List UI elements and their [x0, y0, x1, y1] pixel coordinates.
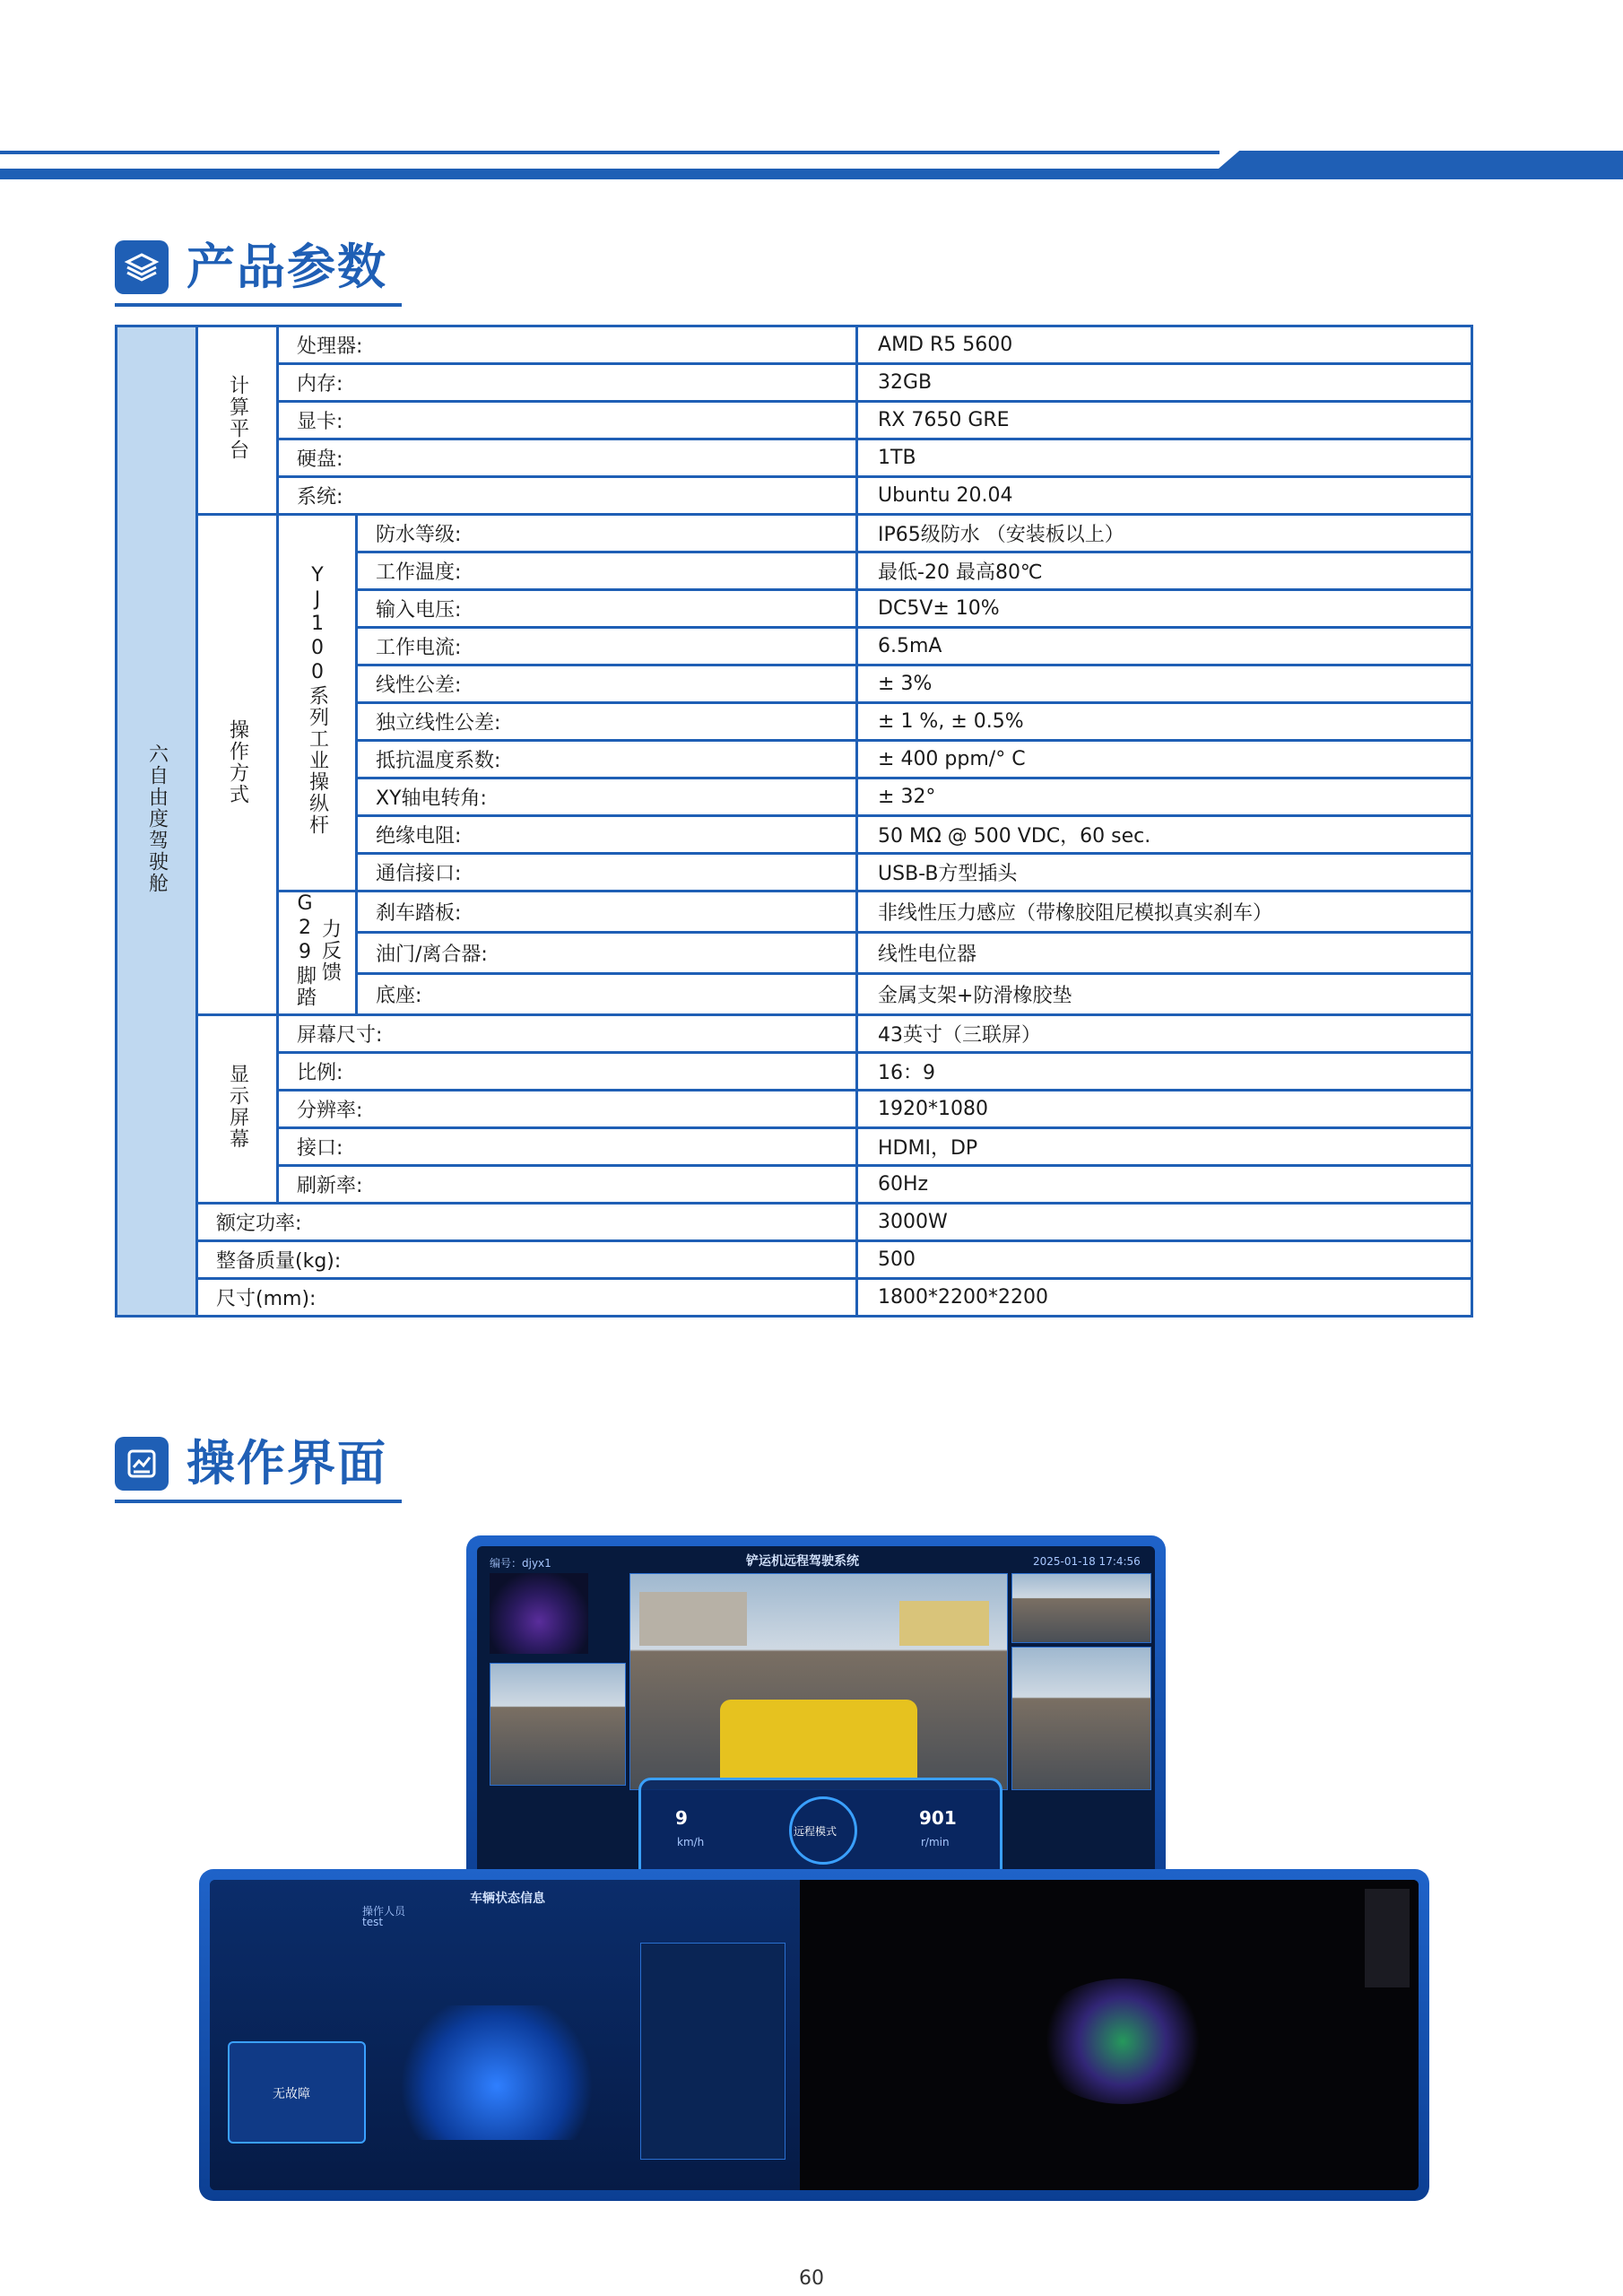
spec-label: 刷新率: [278, 1166, 857, 1204]
params-heading [115, 240, 387, 294]
chart-board-icon [115, 1437, 169, 1491]
spec-label: 抵抗温度系数: [357, 741, 857, 778]
right-camera-view [1011, 1647, 1151, 1790]
table-row [117, 477, 1472, 515]
spec-value: 16：9 [857, 1053, 1472, 1091]
page-number: 60 [799, 2267, 824, 2290]
spec-value: 1TB [857, 439, 1472, 477]
spec-label: 比例: [278, 1053, 857, 1091]
spec-value: ± 1 %, ± 0.5% [857, 703, 1472, 741]
category-label: 力反馈 [318, 918, 342, 983]
table-row [117, 1015, 1472, 1053]
spec-value: 60Hz [857, 1166, 1472, 1204]
top-screen-title: 铲运机远程驾驶系统 [746, 1554, 859, 1569]
category-label: YJ100系列工业操纵杆 [306, 564, 329, 836]
spec-label: 系统: [278, 477, 857, 515]
top-screen [477, 1546, 1155, 1883]
spec-label: 独立线性公差: [357, 703, 857, 741]
spec-label: 线性公差: [357, 665, 857, 703]
status-title: 车辆状态信息 [470, 1892, 545, 1906]
params-title: 产品参数 [187, 239, 387, 295]
table-row [117, 1279, 1472, 1317]
front-camera-view [629, 1573, 1008, 1790]
category-cell-main [117, 326, 197, 1317]
fault-label: 无故障 [273, 2087, 310, 2101]
top-screenshot [466, 1535, 1166, 1894]
category-cell-joystick [278, 515, 357, 891]
spec-label: 接口: [278, 1128, 857, 1166]
category-cell-compute [197, 326, 278, 515]
spec-value: IP65级防水 （安装板以上） [857, 515, 1472, 552]
spec-label: 油门/离合器: [357, 933, 857, 974]
spec-label: 额定功率: [197, 1204, 857, 1241]
spec-label: 尺寸(mm): [197, 1279, 857, 1317]
spec-value: ± 3% [857, 665, 1472, 703]
spec-value: 非线性压力感应（带橡胶阻尼模拟真实刹车） [857, 891, 1472, 933]
spec-value: 43英寸（三联屏） [857, 1015, 1472, 1053]
operator-label: 操作人员 [362, 1905, 406, 1918]
spec-value: 1920*1080 [857, 1091, 1472, 1128]
spec-value: ± 32° [857, 778, 1472, 816]
spec-label: 工作电流: [357, 628, 857, 665]
table-row [117, 1053, 1472, 1091]
spec-value: USB-B方型插头 [857, 854, 1472, 891]
table-row [117, 364, 1472, 402]
spec-label: 工作温度: [357, 552, 857, 590]
sensor-panel [640, 1943, 785, 2160]
spec-label: 底座: [357, 974, 857, 1015]
table-row [117, 1091, 1472, 1128]
spec-value: DC5V± 10% [857, 590, 1472, 628]
table-row [117, 1241, 1472, 1279]
spec-value: 32GB [857, 364, 1472, 402]
lidar-point-cloud [1033, 1979, 1212, 2104]
datetime: 2025-01-18 17:4:56 [1033, 1555, 1141, 1568]
rpm-value: 901 [919, 1807, 957, 1829]
header-wedge [1206, 151, 1623, 179]
bottom-screen [210, 1880, 1419, 2190]
spec-label: 屏幕尺寸: [278, 1015, 857, 1053]
category-cell-operate [197, 515, 278, 1015]
params-underline [115, 303, 402, 307]
vehicle-model [398, 2005, 595, 2140]
category-label: 六自由度驾驶舱 [145, 743, 169, 894]
category-label: 显示屏幕 [226, 1063, 249, 1150]
table-row [117, 1128, 1472, 1166]
spec-value: 6.5mA [857, 628, 1472, 665]
spec-label: 绝缘电阻: [357, 816, 857, 854]
table-row [117, 1204, 1472, 1241]
spec-value: ± 400 ppm/° C [857, 741, 1472, 778]
category-label: 操作方式 [226, 718, 249, 805]
lidar-menu [1365, 1889, 1410, 1987]
spec-value: 50 MΩ @ 500 VDC，60 sec. [857, 816, 1472, 854]
mode-label: 远程模式 [794, 1825, 838, 1838]
spec-label: 显卡: [278, 402, 857, 439]
operator-value: test [362, 1916, 384, 1928]
spec-label: 处理器: [278, 326, 857, 364]
spec-value: RX 7650 GRE [857, 402, 1472, 439]
spec-value: 线性电位器 [857, 933, 1472, 974]
spec-value: 最低-20 最高80℃ [857, 552, 1472, 590]
category-label: G29脚踏 [293, 892, 317, 1008]
category-label: 计算平台 [226, 374, 249, 461]
dashboard-gauge [638, 1778, 1002, 1882]
spec-table [115, 325, 1473, 1318]
ui-title: 操作界面 [187, 1435, 387, 1492]
spec-value: 金属支架+防滑橡胶垫 [857, 974, 1472, 1015]
table-row [117, 402, 1472, 439]
spec-label: XY轴电转角: [357, 778, 857, 816]
layers-icon [115, 240, 169, 294]
table-row [117, 515, 1472, 552]
header-line [0, 151, 1219, 154]
spec-value: AMD R5 5600 [857, 326, 1472, 364]
lidar-panel [800, 1880, 1419, 2190]
bottom-screenshot [199, 1869, 1429, 2201]
spec-label: 硬盘: [278, 439, 857, 477]
spec-label: 输入电压: [357, 590, 857, 628]
table-row [117, 439, 1472, 477]
table-row [117, 1166, 1472, 1204]
spec-value: 500 [857, 1241, 1472, 1279]
spec-label: 内存: [278, 364, 857, 402]
vehicle-id: 编号：djyx1 [490, 1557, 551, 1570]
point-cloud-thumb [490, 1573, 588, 1654]
spec-label: 整备质量(kg): [197, 1241, 857, 1279]
table-row [117, 326, 1472, 364]
spec-value: HDMI，DP [857, 1128, 1472, 1166]
ui-underline [115, 1500, 402, 1503]
category-cell-display [197, 1015, 278, 1204]
status-panel [210, 1880, 800, 2190]
spec-value: 3000W [857, 1204, 1472, 1241]
spec-label: 刹车踏板: [357, 891, 857, 933]
spec-label: 分辨率: [278, 1091, 857, 1128]
left-camera-view [490, 1663, 626, 1786]
speed-unit: km/h [677, 1836, 705, 1848]
rpm-unit: r/min [921, 1836, 950, 1848]
table-row [117, 891, 1472, 933]
ui-heading [115, 1437, 387, 1491]
spec-value: 1800*2200*2200 [857, 1279, 1472, 1317]
right-camera-top [1011, 1573, 1151, 1643]
spec-label: 通信接口: [357, 854, 857, 891]
spec-value: Ubuntu 20.04 [857, 477, 1472, 515]
spec-label: 防水等级: [357, 515, 857, 552]
fault-box [228, 2041, 366, 2144]
speed-value: 9 [675, 1807, 688, 1829]
category-cell-pedal [278, 891, 357, 1015]
